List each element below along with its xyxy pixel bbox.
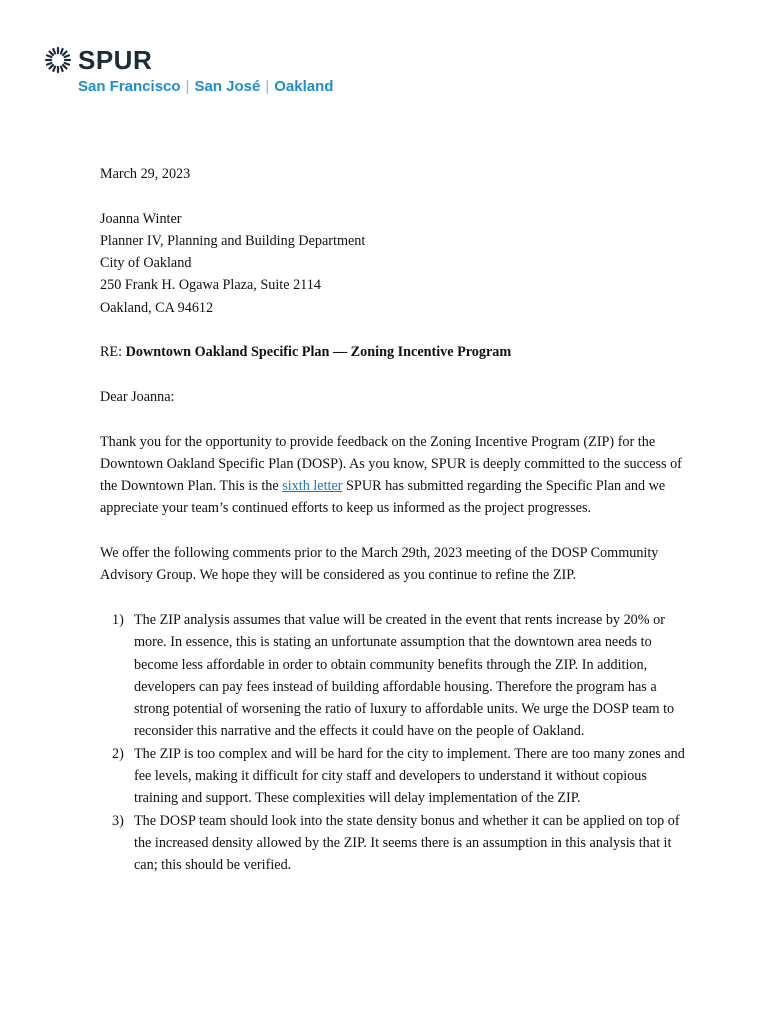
- spacer: [100, 364, 690, 386]
- city-san-jose: San José: [194, 78, 261, 95]
- logo: [44, 44, 333, 76]
- paragraph-intro: [100, 431, 690, 520]
- recipient-organization: City of Oakland: [100, 255, 192, 272]
- list-item: [100, 743, 690, 810]
- recipient-title: Planner IV, Planning and Building Department: [100, 232, 366, 249]
- city-san-francisco: San Francisco: [78, 78, 181, 95]
- salutation: Dear Joanna:: [100, 388, 175, 405]
- subject-title: Downtown Oakland Specific Plan — Zoning Incentive Program: [125, 344, 512, 361]
- list-item-number: 2): [112, 745, 124, 762]
- letter-body: [100, 163, 690, 877]
- org-name: SPUR: [78, 45, 153, 75]
- list-item-text: The ZIP analysis assumes that value will be created in the event that rents increase by 20% or more. In essence, this is stating an unfortunate assumption that the downtown area needs to become less affordable in order to obtain community benefits through the ZIP. In addition, developers can pay fees instead of building affordable housing. Therefore the program has a strong potential of worsening the ratio of luxury to affordable units. We urge the DOSP team to reconsider this narrative and the effects it could have on the people of Oakland.: [134, 611, 675, 740]
- list-item-text: The DOSP team should look into the state density bonus and whether it can be applied on top of the increased density allowed by the ZIP. It seems there is an assumption in this analysis that it can; this should be verified.: [134, 812, 680, 874]
- letterhead: [44, 44, 333, 95]
- comment-list: [100, 609, 690, 877]
- spacer: [100, 587, 690, 609]
- recipient-street: 250 Frank H. Ogawa Plaza, Suite 2114: [100, 277, 321, 294]
- sixth-letter-link[interactable]: sixth letter: [282, 478, 343, 495]
- list-item: [100, 810, 690, 877]
- paragraph-intro-end: SPUR has submitted regarding the Specific Plan and we appreciate your team’s continued efforts to keep us informed as the project progresses.: [100, 478, 666, 517]
- list-item-text: The ZIP is too complex and will be hard for the city to implement. There are too many zones and fee levels, making it difficult for city staff and developers to understand it without copious training and support. These complexities will delay implementation of the ZIP.: [134, 745, 685, 807]
- list-item: [100, 609, 690, 743]
- paragraph-comments-intro: We offer the following comments prior to the March 29th, 2023 meeting of the DOSP Community Advisory Group. We hope they will be considered as you continue to refine the ZIP.: [100, 545, 659, 584]
- city-separator: |: [265, 78, 270, 95]
- spacer: [100, 520, 690, 542]
- recipient-address: [100, 208, 690, 319]
- city-separator: |: [185, 78, 190, 95]
- subject-line: [100, 341, 690, 363]
- list-item-number: 1): [112, 611, 124, 628]
- spacer: [100, 408, 690, 430]
- list-item-number: 3): [112, 812, 124, 829]
- spur-sunburst-icon: [44, 46, 72, 74]
- subject-prefix: RE:: [100, 344, 126, 361]
- recipient-city-state-zip: Oakland, CA 94612: [100, 299, 214, 316]
- city-oakland: Oakland: [274, 78, 334, 95]
- spacer: [100, 319, 690, 341]
- letter-date: March 29, 2023: [100, 166, 191, 182]
- paragraph-intro-start: Thank you for the opportunity to provide feedback on the Zoning Incentive Program (ZIP) for the Downtown Oakland Specific Plan (DOSP). As you know, SPUR is deeply committed to the success of the Downtown Plan. This is the: [100, 433, 682, 495]
- city-list: [78, 78, 333, 95]
- spacer: [100, 185, 690, 207]
- recipient-name: Joanna Winter: [100, 210, 182, 227]
